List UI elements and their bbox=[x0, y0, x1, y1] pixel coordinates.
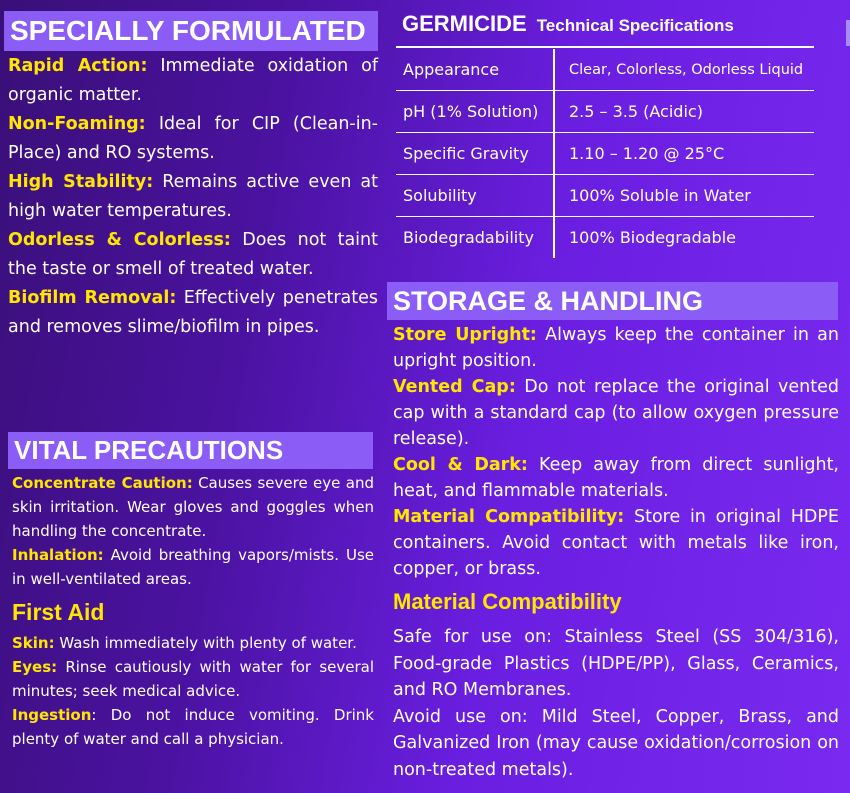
safe-use-paragraph: Safe for use on: Stainless Steel (SS 304/316), Food-grade Plastics (HDPE/PP), Glass, Ceramics, and RO Membranes. bbox=[393, 627, 839, 700]
table-row: pH (1% Solution) 2.5 – 3.5 (Acidic) bbox=[396, 91, 814, 133]
specs-heading bbox=[402, 11, 734, 37]
specs-title: GERMICIDE bbox=[402, 11, 527, 36]
specially-formulated-heading: SPECIALLY FORMULATED bbox=[4, 11, 378, 51]
avoid-use-paragraph: Avoid use on: Mild Steel, Copper, Brass, and Galvanized Iron (may cause oxidation/corrosion on non-treated metals). bbox=[393, 706, 839, 780]
list-item: Skin: Wash immediately with plenty of water. bbox=[12, 634, 357, 652]
list-item: Biofilm Removal: Effectively penetrates and removes slime/biofilm in pipes. bbox=[8, 288, 378, 337]
list-item: High Stability: Remains active even at high water temperatures. bbox=[8, 172, 379, 221]
first-aid-heading: First Aid bbox=[12, 599, 105, 625]
storage-list bbox=[393, 322, 839, 582]
next-column-edge bbox=[846, 20, 850, 46]
list-item: Concentrate Caution: Causes severe eye and skin irritation. Wear gloves and goggles when handling the concentrate. bbox=[12, 474, 374, 540]
table-row: Biodegradability 100% Biodegradable bbox=[396, 217, 814, 259]
list-item: Rapid Action: Immediate oxidation of organic matter. bbox=[8, 56, 378, 105]
list-item: Ingestion: Do not induce vomiting. Drink plenty of water and call a physician. bbox=[12, 706, 374, 748]
storage-heading: STORAGE & HANDLING bbox=[387, 282, 838, 320]
specs-table bbox=[396, 49, 814, 258]
vital-precautions-list bbox=[12, 471, 374, 591]
vital-precautions-heading: VITAL PRECAUTIONS bbox=[8, 432, 373, 469]
table-row: Specific Gravity 1.10 – 1.20 @ 25°C bbox=[396, 133, 814, 175]
list-item: Odorless & Colorless: Does not taint the taste or smell of treated water. bbox=[8, 230, 378, 279]
specially-formulated-list bbox=[8, 52, 378, 342]
specs-subtitle: Technical Specifications bbox=[536, 16, 734, 35]
first-aid-list bbox=[12, 631, 374, 751]
list-item: Cool & Dark: Keep away from direct sunlight, heat, and flammable materials. bbox=[393, 455, 839, 501]
specs-divider bbox=[396, 46, 814, 48]
material-compatibility-text bbox=[393, 624, 839, 783]
list-item: Material Compatibility: Store in original HDPE containers. Avoid contact with metals like iron, copper, or brass. bbox=[393, 507, 839, 579]
list-item: Inhalation: Avoid breathing vapors/mists. Use in well-ventilated areas. bbox=[12, 546, 374, 588]
table-row: Appearance Clear, Colorless, Odorless Liquid bbox=[396, 49, 814, 91]
list-item: Vented Cap: Do not replace the original vented cap with a standard cap (to allow oxygen pressure release). bbox=[393, 377, 839, 449]
list-item: Non-Foaming: Ideal for CIP (Clean-in-Place) and RO systems. bbox=[8, 114, 378, 163]
table-row: Solubility 100% Soluble in Water bbox=[396, 175, 814, 217]
list-item: Eyes: Rinse cautiously with water for several minutes; seek medical advice. bbox=[12, 658, 374, 700]
list-item: Store Upright: Always keep the container in an upright position. bbox=[393, 325, 839, 371]
material-compatibility-heading: Material Compatibility bbox=[393, 589, 622, 614]
